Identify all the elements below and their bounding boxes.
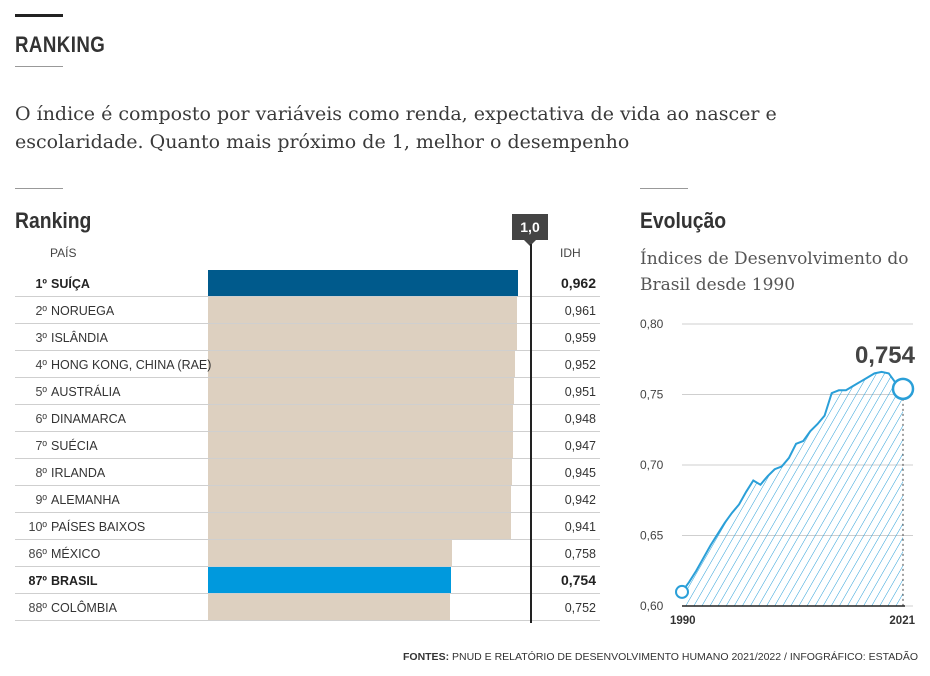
ranking-top-rule <box>15 188 63 189</box>
evolution-chart <box>630 310 925 635</box>
table-row <box>15 513 600 540</box>
table-row <box>15 459 600 486</box>
country-label: HONG KONG, CHINA (RAE) <box>51 358 212 372</box>
bar <box>208 324 517 351</box>
rank-label: 87º <box>28 574 47 588</box>
value-label: 0,945 <box>564 466 596 480</box>
value-label: 0,758 <box>564 547 596 561</box>
bar <box>208 432 513 459</box>
value-label: 0,942 <box>564 493 596 507</box>
y-tick-label: 0,60 <box>640 599 664 613</box>
rank-label: 8º <box>35 466 47 480</box>
ranking-table <box>15 270 600 621</box>
source-note <box>403 651 918 663</box>
evolution-title: Evolução <box>640 208 727 233</box>
bar <box>208 594 450 621</box>
value-label: 0,941 <box>564 520 596 534</box>
value-label: 0,752 <box>564 601 596 615</box>
value-label: 0,951 <box>564 385 596 399</box>
table-row <box>15 378 600 405</box>
column-header-idh: IDH <box>560 246 581 260</box>
table-row <box>15 297 600 324</box>
max-value-line <box>530 244 532 623</box>
kicker-top-rule <box>15 14 63 17</box>
rank-label: 6º <box>35 412 47 426</box>
country-label: MÉXICO <box>51 547 101 561</box>
end-value-label: 0,754 <box>854 341 915 369</box>
kicker-bottom-rule <box>15 66 63 67</box>
table-row <box>15 270 600 297</box>
evolution-subtitle: Índices de Desenvolvimento do Brasil desde 1990 <box>640 249 909 295</box>
bar <box>208 405 513 432</box>
country-label: IRLANDA <box>51 466 106 480</box>
table-row <box>15 324 600 351</box>
table-row <box>15 351 600 378</box>
bar <box>208 486 511 513</box>
table-row <box>15 567 600 594</box>
value-label: 0,962 <box>560 275 596 291</box>
evolution-top-rule <box>640 188 688 189</box>
value-label: 0,952 <box>564 358 596 372</box>
table-row <box>15 540 600 567</box>
rank-label: 4º <box>35 358 47 372</box>
y-tick-label: 0,80 <box>640 317 664 331</box>
country-label: COLÔMBIA <box>51 601 117 615</box>
column-header-country: PAÍS <box>50 246 77 260</box>
value-label: 0,959 <box>564 331 596 345</box>
bar <box>208 378 514 405</box>
table-row <box>15 486 600 513</box>
country-label: AUSTRÁLIA <box>51 385 121 399</box>
rank-label: 86º <box>28 547 47 561</box>
end-point <box>893 379 913 399</box>
area-fill <box>682 372 903 606</box>
country-label: ALEMANHA <box>51 493 120 507</box>
country-label: BRASIL <box>51 574 98 588</box>
bar <box>208 270 518 297</box>
rank-label: 10º <box>28 520 47 534</box>
bar <box>208 351 515 378</box>
row-divider <box>15 620 600 621</box>
kicker: RANKING <box>15 32 106 57</box>
rank-label: 7º <box>35 439 47 453</box>
rank-label: 2º <box>35 304 47 318</box>
x-tick-label: 1990 <box>670 615 696 627</box>
value-label: 0,948 <box>564 412 596 426</box>
y-tick-label: 0,75 <box>640 387 664 402</box>
bar <box>208 513 511 540</box>
ranking-title: Ranking <box>15 208 92 233</box>
page-subtitle: O índice é composto por variáveis como renda, expectativa de vida ao nascer e escolaridade. Quanto mais próximo de 1, melhor o desempenho <box>15 103 777 153</box>
rank-label: 88º <box>28 601 47 615</box>
rank-label: 1º <box>35 277 47 291</box>
country-label: SUÉCIA <box>51 439 98 453</box>
rank-label: 3º <box>35 331 47 345</box>
bar <box>208 567 451 594</box>
value-label: 0,754 <box>560 572 596 588</box>
source-label: FONTES: <box>402 651 450 663</box>
max-value-badge: 1,0 <box>512 214 548 240</box>
rank-label: 9º <box>35 493 47 507</box>
bar <box>208 297 517 324</box>
start-point <box>676 586 688 598</box>
source-text: PNUD E RELATÓRIO DE DESENVOLVIMENTO HUMANO 2021/2022 / INFOGRÁFICO: ESTADÃO <box>449 651 918 663</box>
x-tick-label: 2021 <box>889 615 915 627</box>
value-label: 0,947 <box>564 439 596 453</box>
bar <box>208 540 452 567</box>
table-row <box>15 405 600 432</box>
country-label: NORUEGA <box>51 304 115 318</box>
country-label: ISLÂNDIA <box>51 331 108 345</box>
rank-label: 5º <box>35 385 47 399</box>
table-row <box>15 432 600 459</box>
country-label: SUÍÇA <box>51 277 90 291</box>
country-label: DINAMARCA <box>51 412 127 426</box>
country-label: PAÍSES BAIXOS <box>51 520 146 534</box>
y-tick-label: 0,65 <box>640 528 664 543</box>
y-tick-label: 0,70 <box>640 458 664 472</box>
table-row <box>15 594 600 621</box>
bar <box>208 459 512 486</box>
value-label: 0,961 <box>564 304 596 318</box>
